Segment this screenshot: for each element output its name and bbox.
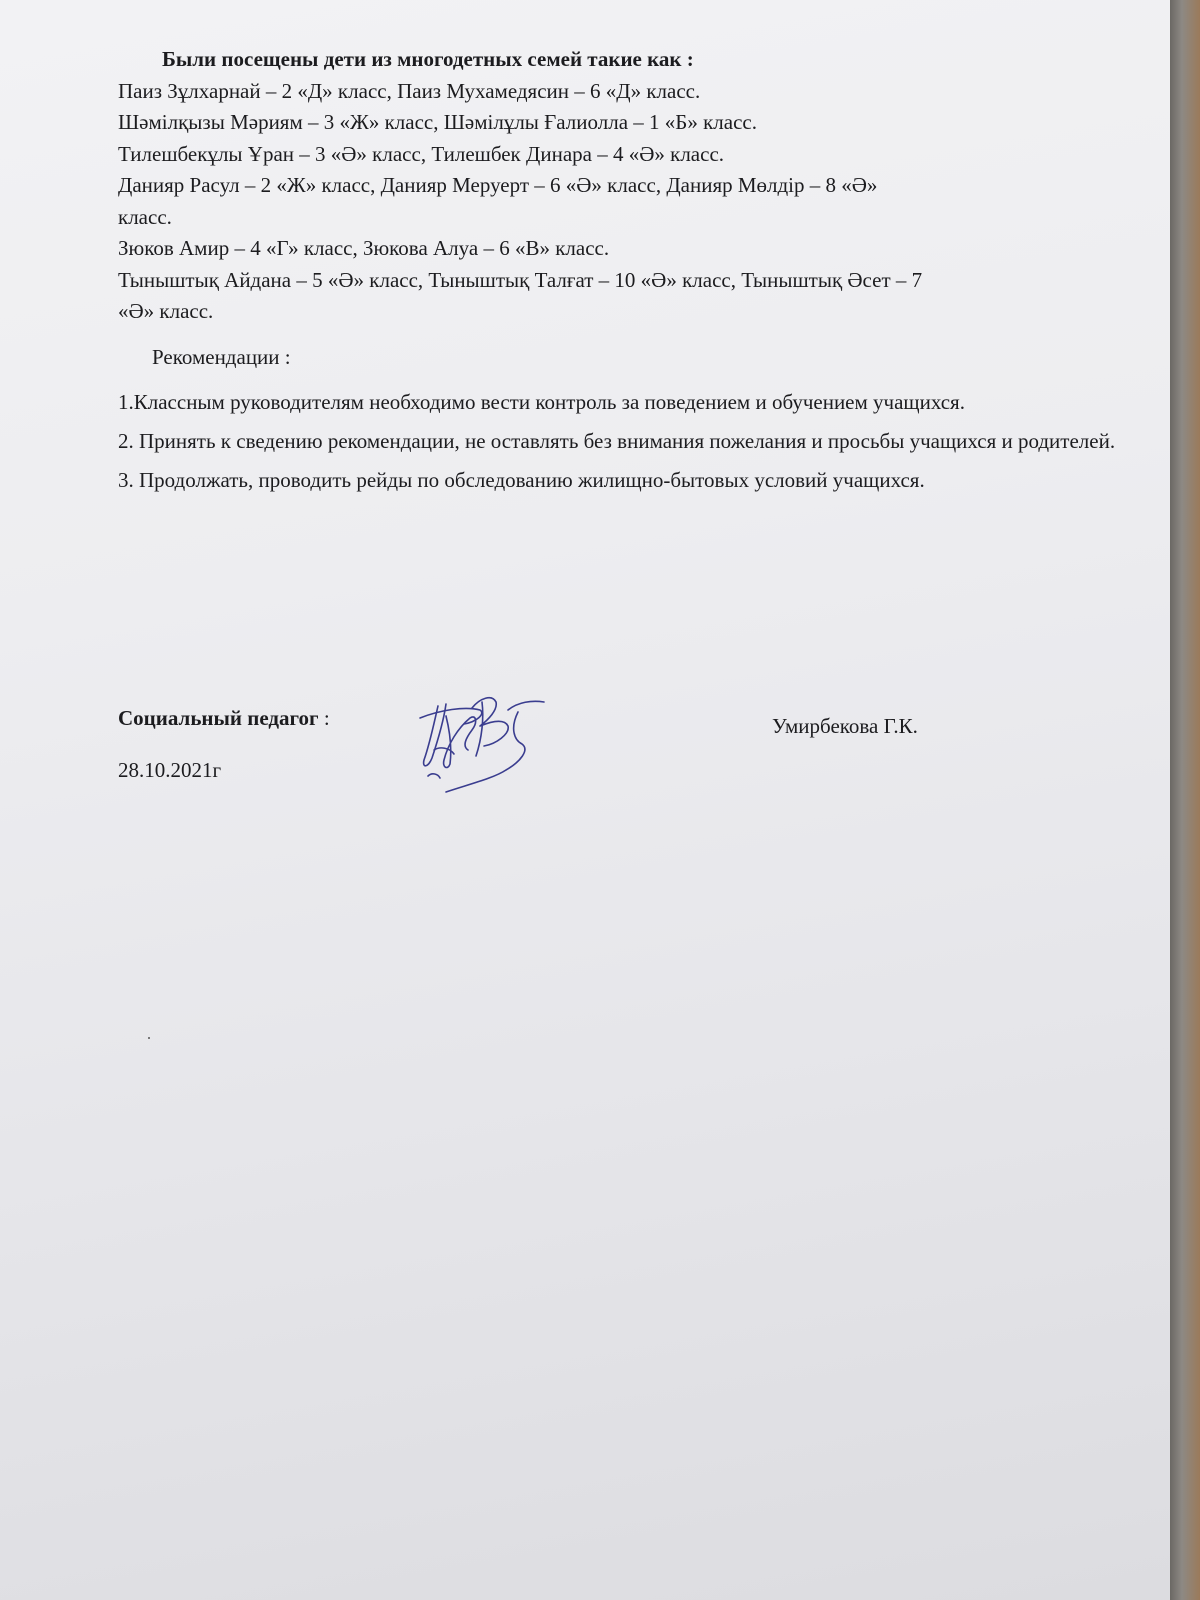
recommendation-item: 3. Продолжать, проводить рейды по обследованию жилищно-бытовых условий учащихся. (118, 468, 925, 492)
paper-speck (148, 1037, 150, 1039)
document-body (118, 44, 1128, 506)
family-line: класс. (118, 204, 172, 229)
desk-edge (1170, 0, 1200, 1600)
document-heading: Были посещены дети из многодетных семей такие как : (162, 47, 694, 71)
signer-name: Умирбекова Г.К. (772, 714, 918, 738)
signer-role-suffix: : (318, 706, 330, 730)
family-line: Шәмілқызы Мәриям – 3 «Ж» класс, Шәмілұлы Ғалиолла – 1 «Б» класс. (118, 110, 757, 134)
handwritten-signature (410, 688, 560, 803)
signer-role-label: Социальный педагог (118, 706, 319, 730)
recommendation-item: 2. Принять к сведению рекомендации, не оставлять без внимания пожелания и просьбы учащихся и родителей. (118, 429, 1116, 453)
signer-role (118, 706, 330, 731)
family-line: Тыныштық Айдана – 5 «Ә» класс, Тыныштық Талғат – 10 «Ә» класс, Тыныштық Әсет – 7 (118, 267, 923, 292)
family-line: Паиз Зұлхарнай – 2 «Д» класс, Паиз Мухамедясин – 6 «Д» класс. (118, 78, 701, 103)
family-line: Зюков Амир – 4 «Г» класс, Зюкова Алуа – 6 «В» класс. (118, 236, 610, 260)
family-line: Данияр Расул – 2 «Ж» класс, Данияр Меруерт – 6 «Ә» класс, Данияр Мөлдір – 8 «Ә» (118, 173, 878, 197)
recommendation-item: 1.Классным руководителям необходимо вести контроль за поведением и обучением учащихся. (118, 390, 965, 414)
document-date: 28.10.2021г (118, 758, 222, 782)
recommendations-title: Рекомендации : (152, 344, 291, 369)
family-line: «Ә» класс. (118, 299, 214, 323)
family-line: Тилешбекұлы Ұран – 3 «Ә» класс, Тилешбек Динара – 4 «Ә» класс. (118, 141, 725, 166)
